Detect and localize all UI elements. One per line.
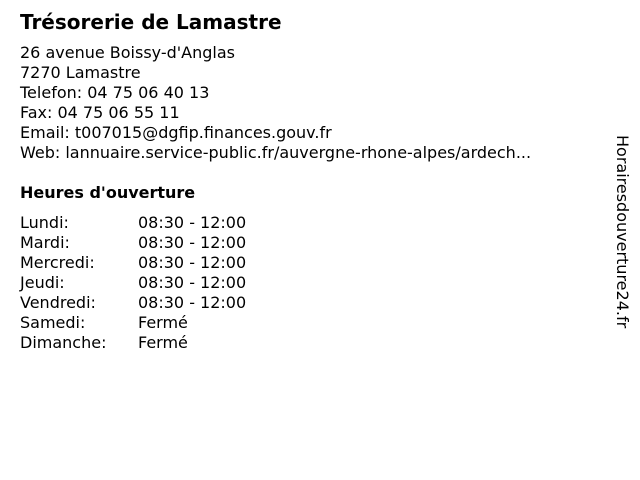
day-label: Mercredi: <box>20 253 95 272</box>
day-hours: 08:30 - 12:00 <box>138 273 247 292</box>
address-city: 7270 Lamastre <box>20 63 141 82</box>
day-label: Dimanche: <box>20 333 107 352</box>
day-hours: 08:30 - 12:00 <box>138 253 247 272</box>
day-label: Lundi: <box>20 213 69 232</box>
day-hours: 08:30 - 12:00 <box>138 213 247 232</box>
email-address: Email: t007015@dgfip.finances.gouv.fr <box>20 123 332 142</box>
page-title: Trésorerie de Lamastre <box>20 10 282 34</box>
day-hours: 08:30 - 12:00 <box>138 233 247 252</box>
day-label: Jeudi: <box>20 273 65 292</box>
day-label: Vendredi: <box>20 293 96 312</box>
website-link: Web: lannuaire.service-public.fr/auvergne-rhone-alpes/ardech... <box>20 143 532 162</box>
contact-info <box>20 43 531 163</box>
day-hours: Fermé <box>138 313 188 332</box>
day-label: Samedi: <box>20 313 86 332</box>
day-label: Mardi: <box>20 233 70 252</box>
fax-number: Fax: 04 75 06 55 11 <box>20 103 180 122</box>
address-street: 26 avenue Boissy-d'Anglas <box>20 43 235 62</box>
opening-hours-heading: Heures d'ouverture <box>20 183 196 202</box>
site-watermark: Horairesdouverture24.fr <box>613 135 632 329</box>
day-hours: 08:30 - 12:00 <box>138 293 247 312</box>
phone-number: Telefon: 04 75 06 40 13 <box>20 83 210 102</box>
day-hours: Fermé <box>138 333 188 352</box>
